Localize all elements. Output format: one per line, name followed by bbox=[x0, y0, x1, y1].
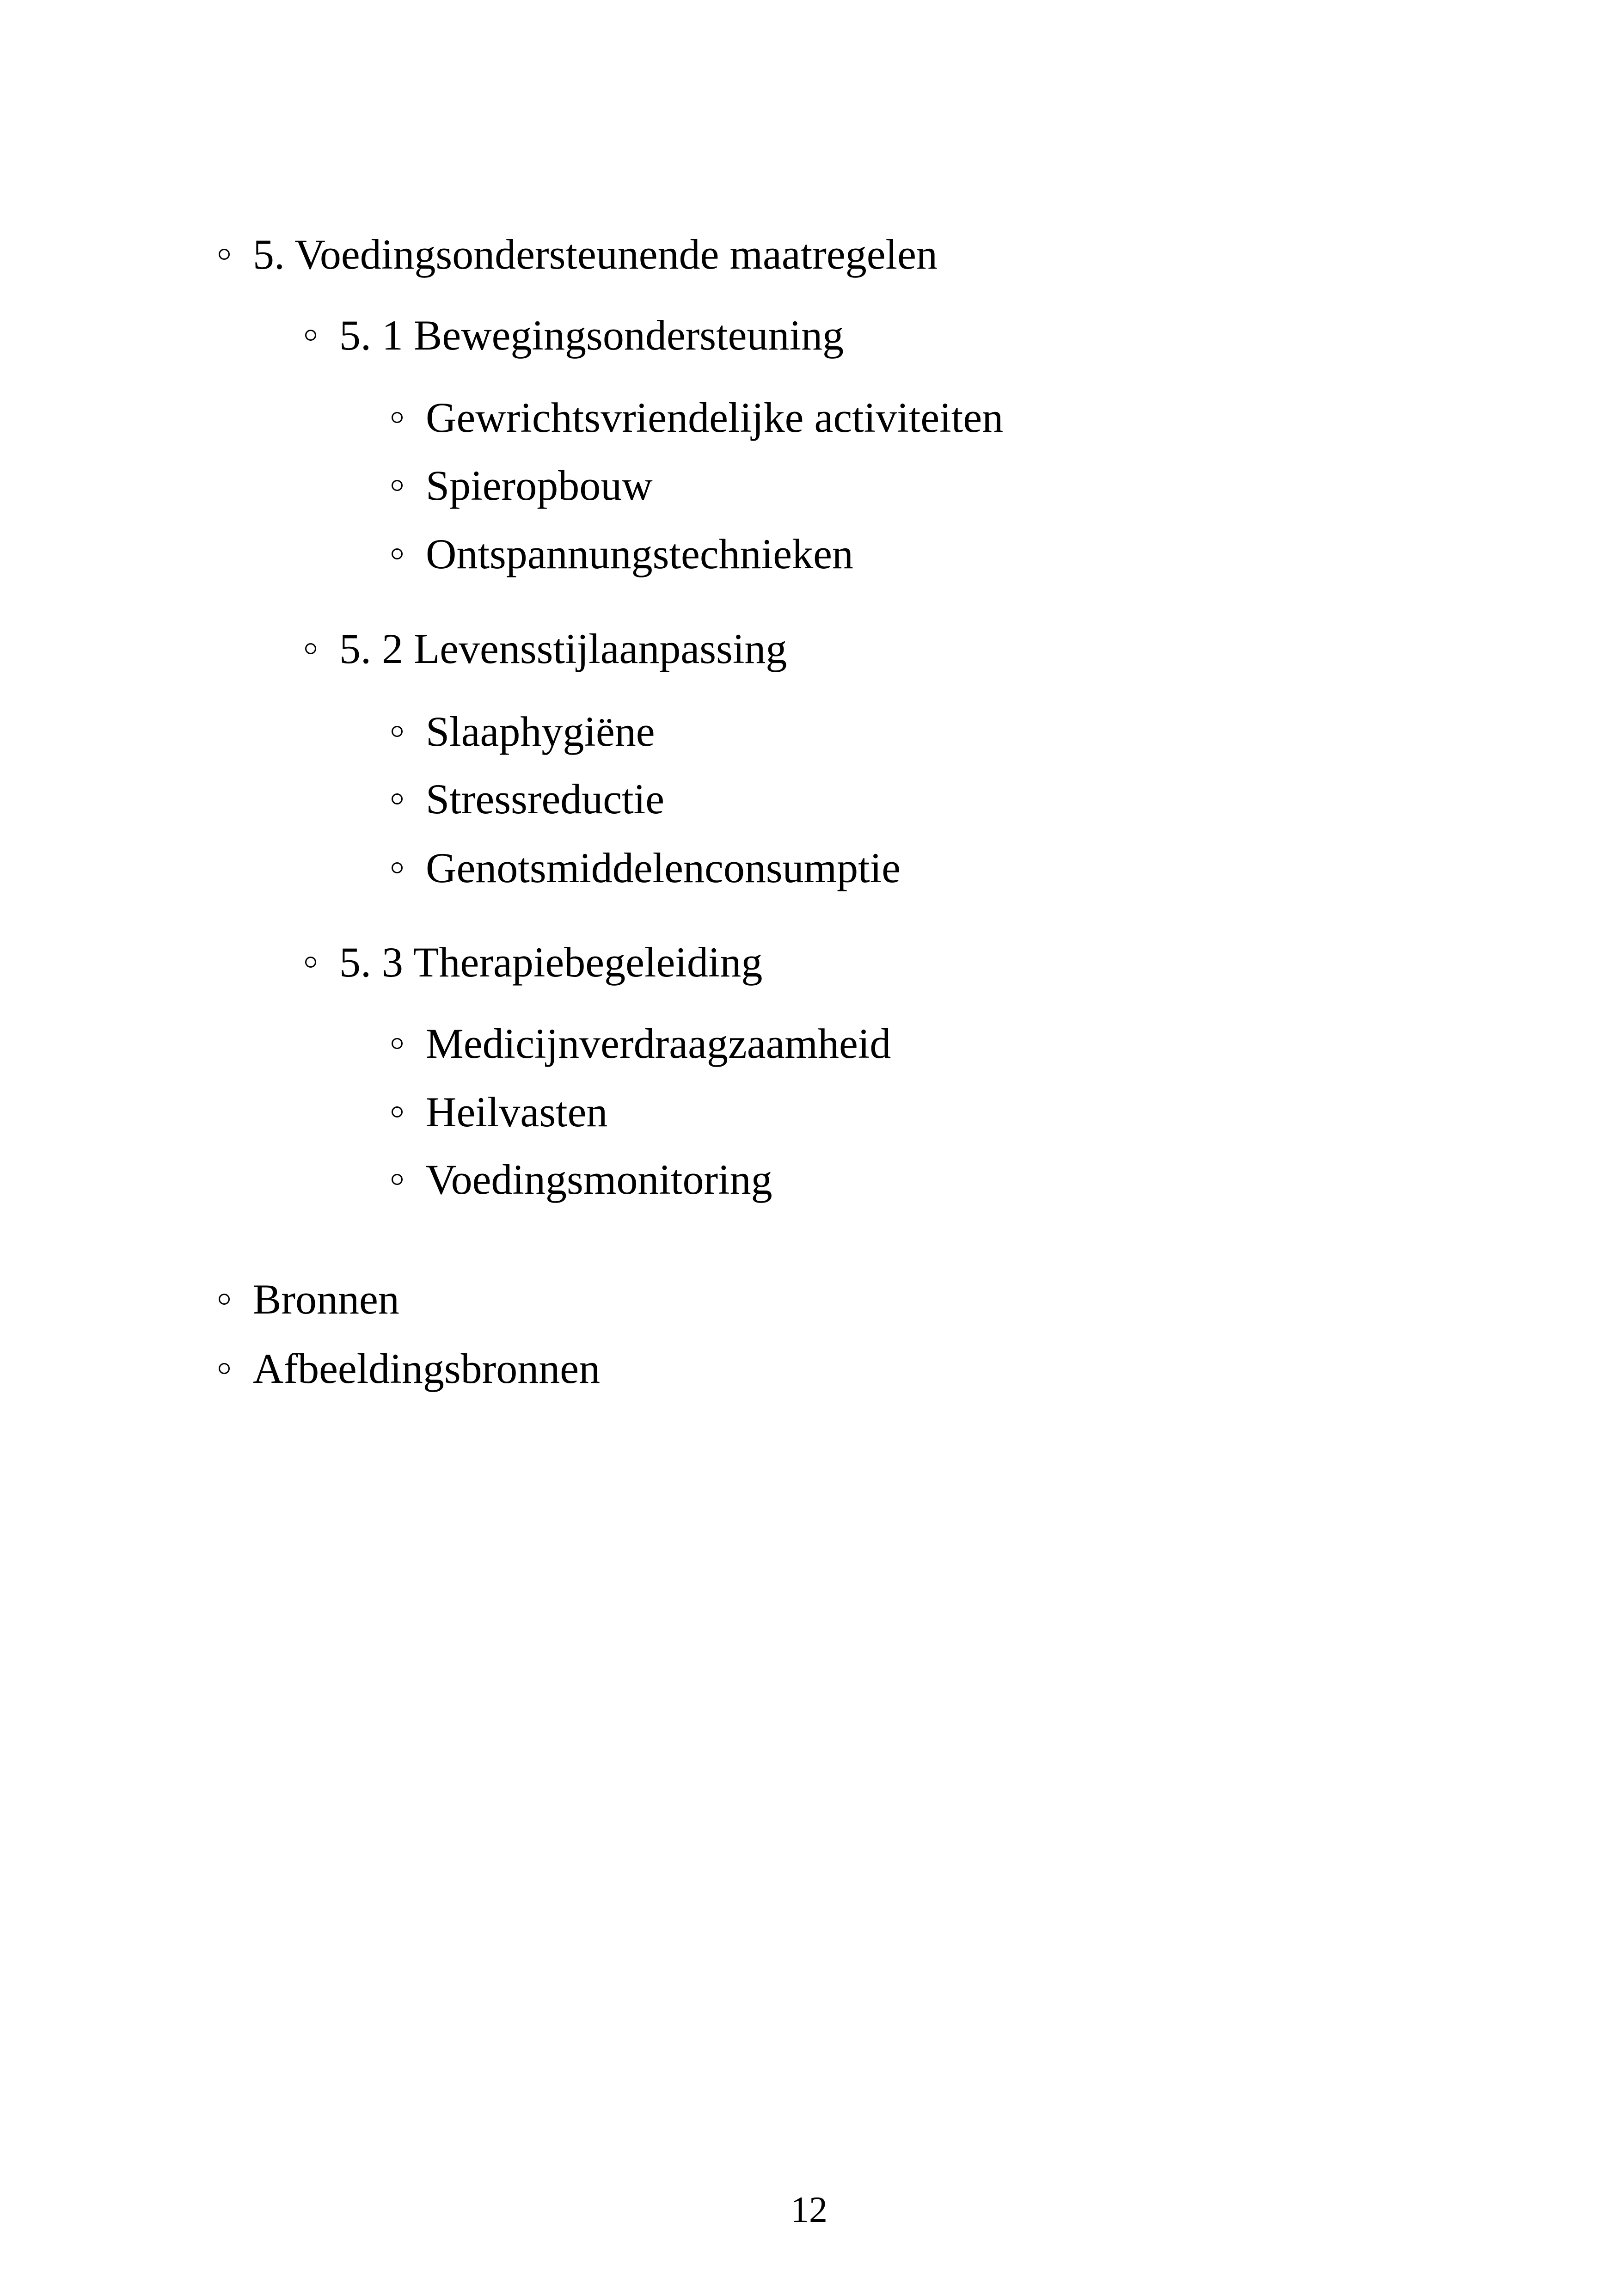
hollow-bullet-icon bbox=[392, 1038, 403, 1049]
toc-entry-label: 5. 3 Therapiebegeleiding bbox=[339, 939, 763, 986]
toc-entry-label: Ontspannungstechnieken bbox=[426, 530, 853, 577]
toc-entry-label: 5. 1 Bewegingsondersteuning bbox=[339, 312, 844, 359]
hollow-bullet-icon bbox=[392, 726, 403, 737]
toc-entry-label: Spieropbouw bbox=[426, 462, 653, 509]
toc-entry-item[interactable] bbox=[392, 390, 1003, 445]
toc-entry-item[interactable] bbox=[392, 704, 655, 759]
toc-entry-label: Stressreductie bbox=[426, 775, 665, 823]
toc-entry-label: Medicijnverdraagzaamheid bbox=[426, 1020, 891, 1067]
hollow-bullet-icon bbox=[392, 1106, 403, 1117]
hollow-bullet-icon bbox=[305, 643, 316, 654]
toc-entry-item[interactable] bbox=[392, 1152, 772, 1207]
page-number: 12 bbox=[791, 2190, 827, 2230]
hollow-bullet-icon bbox=[305, 957, 316, 968]
toc-entry-label: Afbeeldingsbronnen bbox=[253, 1345, 601, 1392]
toc-entry-label: Bronnen bbox=[253, 1276, 399, 1323]
toc-entry-image-sources[interactable] bbox=[219, 1341, 600, 1396]
toc-entry-item[interactable] bbox=[392, 840, 901, 896]
hollow-bullet-icon bbox=[392, 862, 403, 873]
hollow-bullet-icon bbox=[305, 330, 316, 341]
toc-entry-item[interactable] bbox=[392, 771, 664, 827]
toc-entry-section-5-2[interactable] bbox=[305, 621, 787, 676]
hollow-bullet-icon bbox=[392, 548, 403, 559]
toc-entry-sources[interactable] bbox=[219, 1271, 399, 1327]
toc-entry-item[interactable] bbox=[392, 1016, 891, 1071]
hollow-bullet-icon bbox=[392, 793, 403, 804]
toc-entry-item[interactable] bbox=[392, 458, 653, 513]
toc-entry-label: Heilvasten bbox=[426, 1088, 608, 1136]
toc-entry-label: 5. 2 Levensstijlaanpassing bbox=[339, 625, 787, 672]
toc-entry-label: Voedingsmonitoring bbox=[426, 1156, 772, 1203]
hollow-bullet-icon bbox=[219, 1363, 230, 1374]
toc-entry-item[interactable] bbox=[392, 1084, 607, 1140]
toc-entry-label: Slaaphygiëne bbox=[426, 708, 655, 755]
toc-entry-section-5-3[interactable] bbox=[305, 934, 762, 990]
hollow-bullet-icon bbox=[219, 1294, 230, 1305]
toc-entry-label: 5. Voedingsondersteunende maatregelen bbox=[253, 231, 938, 278]
hollow-bullet-icon bbox=[219, 249, 230, 260]
hollow-bullet-icon bbox=[392, 480, 403, 491]
toc-entry-section-5[interactable] bbox=[219, 227, 938, 282]
toc-entry-label: Genotsmiddelenconsumptie bbox=[426, 844, 901, 891]
toc-entry-item[interactable] bbox=[392, 526, 853, 582]
toc-entry-section-5-1[interactable] bbox=[305, 307, 844, 363]
toc-entry-label: Gewrichtsvriendelijke activiteiten bbox=[426, 394, 1004, 441]
hollow-bullet-icon bbox=[392, 412, 403, 423]
hollow-bullet-icon bbox=[392, 1174, 403, 1185]
